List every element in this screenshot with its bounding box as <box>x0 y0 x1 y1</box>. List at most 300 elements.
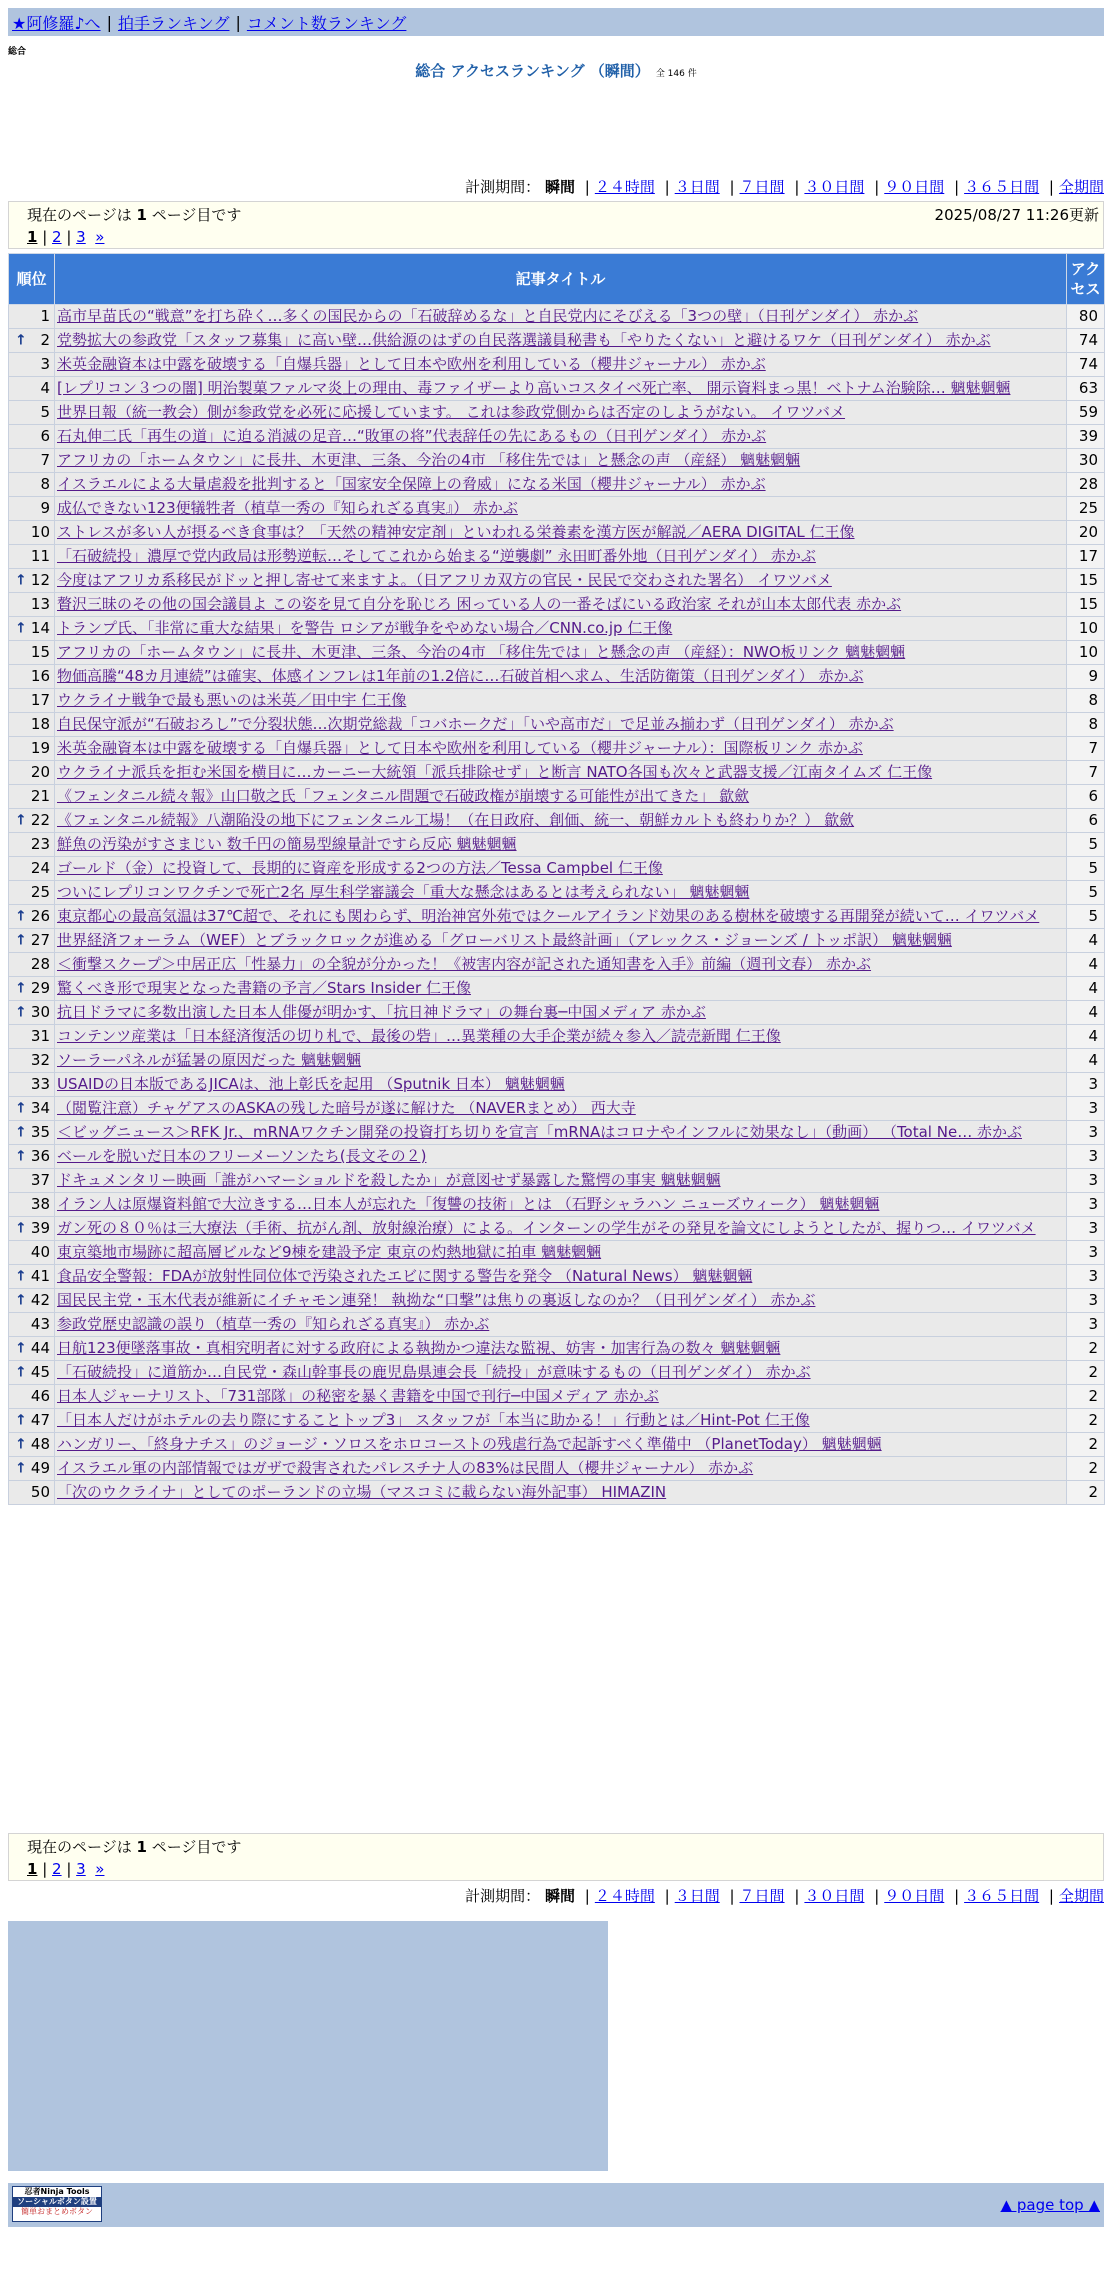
title-cell <box>55 1049 1067 1073</box>
rank-number: 47 <box>30 1411 50 1429</box>
title-cell <box>55 569 1067 593</box>
article-title-link[interactable]: ついにレプリコンワクチンで死亡2名 厚生科学審議会「重大な懸念はあるとは考えられない」 魑魅魍魎 <box>57 883 750 901</box>
page-status: 現在のページは 1 ページ目です <box>27 206 242 224</box>
rank-cell <box>9 929 55 953</box>
title-cell <box>55 809 1067 833</box>
period-90d[interactable]: ９０日間 <box>884 1887 945 1905</box>
rank-cell <box>9 737 55 761</box>
period-90d[interactable]: ９０日間 <box>884 178 945 196</box>
rank-up-arrow-icon: ↑ <box>15 1124 27 1140</box>
rank-cell <box>9 1217 55 1241</box>
table-row <box>9 905 1105 929</box>
title-cell <box>55 953 1067 977</box>
article-title-link[interactable]: 参政党歴史認識の誤り（植草一秀の『知られざる真実』） 赤かぶ <box>57 1315 490 1333</box>
article-title-link[interactable]: 日本人ジャーナリスト、「731部隊」の秘密を暴く書籍を中国で刊行─中国メディア 赤かぶ <box>57 1387 659 1405</box>
next-page-link[interactable]: » <box>95 228 105 246</box>
rank-up-arrow-icon: ↑ <box>15 572 27 588</box>
table-row <box>9 1313 1105 1337</box>
access-count: 5 <box>1067 857 1105 881</box>
nav-link-applause-ranking[interactable]: 拍手ランキング <box>117 13 230 33</box>
article-title-link[interactable]: 「石破続投」に道筋か…自民党・森山幹事長の鹿児島県連会長「続投」が意味するもの（日刊ゲンダイ） 赤かぶ <box>57 1363 811 1381</box>
title-cell <box>55 641 1067 665</box>
rank-up-arrow-icon: ↑ <box>15 1364 27 1380</box>
rank-cell <box>9 809 55 833</box>
page-top-link[interactable]: ▲ page top ▲ <box>1000 2196 1100 2214</box>
rank-up-arrow-icon: ↑ <box>15 812 27 828</box>
article-title-link[interactable]: 贅沢三昧のその他の国会議員よ この姿を見て自分を恥じろ 困っている人の一番そばにいる政治家 それが山本太郎代表 赤かぶ <box>57 595 902 613</box>
access-count: 7 <box>1067 737 1105 761</box>
table-row <box>9 881 1105 905</box>
rank-cell <box>9 473 55 497</box>
rank-number: 50 <box>30 1483 50 1501</box>
period-365d[interactable]: ３６５日間 <box>964 178 1040 196</box>
rank-up-arrow-icon: ↑ <box>15 1220 27 1236</box>
table-row <box>9 353 1105 377</box>
title-cell <box>55 1289 1067 1313</box>
access-count: 3 <box>1067 1313 1105 1337</box>
col-title-header: 記事タイトル <box>55 254 1067 305</box>
access-count: 39 <box>1067 425 1105 449</box>
article-title-link[interactable]: ガン死の８０％は三大療法（手術、抗がん剤、放射線治療）による。インターンの学生がその発見を論文にしようとしたが、握りつ… イワツバメ <box>57 1219 1036 1237</box>
table-row <box>9 641 1105 665</box>
title-cell <box>55 833 1067 857</box>
footer-bar <box>8 2183 1104 2227</box>
rank-cell <box>9 449 55 473</box>
table-row <box>9 329 1105 353</box>
title-cell <box>55 905 1067 929</box>
article-title-link[interactable]: 《フェンタニル続報》八潮陥没の地下にフェンタニル工場！（在日政府、創価、統一、朝鮮カルトも終わりか？） 歙歛 <box>57 811 855 829</box>
table-row <box>9 377 1105 401</box>
period-7d[interactable]: ７日間 <box>739 178 785 196</box>
rank-number: 34 <box>30 1099 50 1117</box>
rank-up-arrow-icon: ↑ <box>15 1412 27 1428</box>
rank-up-arrow-icon: ↑ <box>15 1268 27 1284</box>
table-row <box>9 1265 1105 1289</box>
title-cell <box>55 1409 1067 1433</box>
rank-cell <box>9 1385 55 1409</box>
access-count: 63 <box>1067 377 1105 401</box>
rank-number: 14 <box>30 619 50 637</box>
access-count: 8 <box>1067 689 1105 713</box>
access-count: 17 <box>1067 545 1105 569</box>
rank-cell <box>9 305 55 329</box>
rank-up-arrow-icon: ↑ <box>15 1436 27 1452</box>
page-link-2[interactable]: 2 <box>52 1860 62 1878</box>
title-cell <box>55 1313 1067 1337</box>
title-cell <box>55 1457 1067 1481</box>
article-title-link[interactable]: ハンガリー、「終身ナチス」のジョージ・ソロスをホロコーストの残虐行為で起訴すべく準備中 （PlanetToday） 魑魅魍魎 <box>57 1435 882 1453</box>
rank-number: 39 <box>30 1219 50 1237</box>
category-label: 総合 <box>8 47 27 57</box>
title-cell <box>55 1241 1067 1265</box>
pager-bottom <box>8 1833 1104 1881</box>
access-count: 30 <box>1067 449 1105 473</box>
table-row <box>9 569 1105 593</box>
article-title-link[interactable]: （閲覧注意）チャゲアスのASKAの残した暗号が遂に解けた （NAVERまとめ） 西大寺 <box>57 1099 636 1117</box>
title-cell <box>55 1145 1067 1169</box>
table-row <box>9 1025 1105 1049</box>
article-title-link[interactable]: 鮮魚の汚染がすさまじい 数千円の簡易型線量計ですら反応 魑魅魍魎 <box>57 835 517 853</box>
rank-up-arrow-icon: ↑ <box>15 1148 27 1164</box>
rank-number: 43 <box>30 1315 50 1333</box>
table-row <box>9 1001 1105 1025</box>
period-label: 計測期間： <box>465 178 541 196</box>
title-cell <box>55 497 1067 521</box>
period-30d[interactable]: ３０日間 <box>804 1887 865 1905</box>
rank-cell <box>9 1433 55 1457</box>
table-row <box>9 1193 1105 1217</box>
access-count: 5 <box>1067 833 1105 857</box>
period-30d[interactable]: ３０日間 <box>804 178 865 196</box>
article-title-link[interactable]: 世界経済フォーラム（WEF）とブラックロックが進める「グローバリスト最終計画」（アレックス・ジョーンズ / トッポ訳） 魑魅魍魎 <box>57 931 952 949</box>
nav-link-asyura[interactable]: ★阿修羅♪へ <box>12 13 101 33</box>
article-title-link[interactable]: 物価高騰“48カ月連続”は確実、体感インフレは1年前の1.2倍に…石破首相へ求ム、生活防衛策（日刊ゲンダイ） 赤かぶ <box>57 667 864 685</box>
title-cell <box>55 929 1067 953</box>
access-count: 2 <box>1067 1361 1105 1385</box>
access-count: 20 <box>1067 521 1105 545</box>
page-links: 1 | 2 | 3 » <box>27 1860 105 1878</box>
title-cell <box>55 857 1067 881</box>
access-count: 3 <box>1067 1169 1105 1193</box>
title-cell <box>55 329 1067 353</box>
article-title-link[interactable]: ドキュメンタリー映画「誰がハマーショルドを殺したか」が意図せず暴露した驚愕の事実 魑魅魍魎 <box>57 1171 721 1189</box>
title-cell <box>55 737 1067 761</box>
article-title-link[interactable]: 高市早苗氏の“戦意”を打ち砕く…多くの国民からの「石破辞めるな」と自民党内にそびえる「3つの壁」（日刊ゲンダイ） 赤かぶ <box>57 307 919 325</box>
rank-number: 21 <box>30 787 50 805</box>
col-access-header: アクセス <box>1067 254 1105 305</box>
access-count: 3 <box>1067 1217 1105 1241</box>
title-cell <box>55 1001 1067 1025</box>
period-365d[interactable]: ３６５日間 <box>964 1887 1040 1905</box>
title-cell <box>55 1361 1067 1385</box>
table-row <box>9 1073 1105 1097</box>
article-title-link[interactable]: 驚くべき形で現実となった書籍の予言／Stars Insider 仁王像 <box>57 979 471 997</box>
rank-number: 23 <box>30 835 50 853</box>
table-row <box>9 1097 1105 1121</box>
nav-separator: | <box>106 12 112 32</box>
title-cell <box>55 977 1067 1001</box>
rank-cell <box>9 497 55 521</box>
table-row <box>9 1169 1105 1193</box>
article-title-link[interactable]: ウクライナ派兵を拒む米国を横目に…カーニー大統領「派兵排除せず」と断言 NATO各国も次々と武器支援／江南タイムズ 仁王像 <box>57 763 933 781</box>
table-row <box>9 593 1105 617</box>
period-all[interactable]: 全期間 <box>1058 178 1104 196</box>
page-status: 現在のページは 1 ページ目です <box>27 1838 242 1856</box>
title-cell <box>55 449 1067 473</box>
rank-number: 4 <box>40 379 50 397</box>
table-row <box>9 1409 1105 1433</box>
article-title-link[interactable]: 成仏できない123便犠牲者（植草一秀の『知られざる真実』） 赤かぶ <box>57 499 518 517</box>
article-title-link[interactable]: イラン人は原爆資料館で大泣きする…日本人が忘れた「復讐の技術」とは （石野シャラハン ニューズウィーク） 魑魅魍魎 <box>57 1195 880 1213</box>
article-title-link[interactable]: ソーラーパネルが猛暑の原因だった 魑魅魍魎 <box>57 1051 362 1069</box>
table-row <box>9 1457 1105 1481</box>
rank-up-arrow-icon: ↑ <box>15 332 27 348</box>
access-count: 6 <box>1067 809 1105 833</box>
rank-cell <box>9 1169 55 1193</box>
article-title-link[interactable]: 石丸伸二氏「再生の道」に迫る消滅の足音…“敗軍の将”代表辞任の先にあるもの（日刊ゲンダイ） 赤かぶ <box>57 427 767 445</box>
article-title-link[interactable]: トランプ氏、「非常に重大な結果」を警告 ロシアが戦争をやめない場合／CNN.co.jp 仁王像 <box>57 619 673 637</box>
rank-cell <box>9 593 55 617</box>
rank-cell <box>9 377 55 401</box>
rank-cell <box>9 713 55 737</box>
title-cell <box>55 593 1067 617</box>
access-count: 25 <box>1067 497 1105 521</box>
rank-cell <box>9 1145 55 1169</box>
top-nav <box>8 8 1104 36</box>
col-rank-header: 順位 <box>9 254 55 305</box>
article-title-link[interactable]: 世界日報（統一教会）側が参政党を必死に応援しています。 これは参政党側からは否定のしようがない。 イワツバメ <box>57 403 846 421</box>
article-title-link[interactable]: USAIDの日本版であるJICAは、池上彰氏を起用 （Sputnik 日本） 魑魅魍魎 <box>57 1075 565 1093</box>
access-count: 3 <box>1067 1145 1105 1169</box>
ranking-table <box>8 253 1105 1505</box>
article-title-link[interactable]: 「石破続投」濃厚で党内政局は形勢逆転…そしてこれから始まる“逆襲劇” 永田町番外地（日刊ゲンダイ） 赤かぶ <box>57 547 816 565</box>
article-title-link[interactable]: 抗日ドラマに多数出演した日本人俳優が明かす、「抗日神ドラマ」の舞台裏─中国メディア 赤かぶ <box>57 1003 706 1021</box>
title-cell <box>55 1265 1067 1289</box>
page-link-3[interactable]: 3 <box>76 228 86 246</box>
title-cell <box>55 881 1067 905</box>
access-count: 4 <box>1067 929 1105 953</box>
period-24h[interactable]: ２４時間 <box>594 1887 655 1905</box>
title-cell <box>55 665 1067 689</box>
table-row <box>9 497 1105 521</box>
rank-number: 13 <box>30 595 50 613</box>
next-page-link[interactable]: » <box>95 1860 105 1878</box>
rank-number: 40 <box>30 1243 50 1261</box>
rank-cell <box>9 1001 55 1025</box>
rank-number: 10 <box>30 523 50 541</box>
item-count: 全 146 件 <box>655 69 697 79</box>
rank-number: 7 <box>40 451 50 469</box>
rank-cell <box>9 785 55 809</box>
title-cell <box>55 1337 1067 1361</box>
rank-number: 29 <box>30 979 50 997</box>
rank-number: 49 <box>30 1459 50 1477</box>
rank-up-arrow-icon: ↑ <box>15 1100 27 1116</box>
title-cell <box>55 1385 1067 1409</box>
table-row <box>9 1433 1105 1457</box>
rank-cell <box>9 617 55 641</box>
rank-number: 11 <box>30 547 50 565</box>
title-cell <box>55 305 1067 329</box>
rank-number: 31 <box>30 1027 50 1045</box>
rank-cell <box>9 977 55 1001</box>
page-link-2[interactable]: 2 <box>52 228 62 246</box>
rank-up-arrow-icon: ↑ <box>15 932 27 948</box>
access-count: 2 <box>1067 1433 1105 1457</box>
table-row <box>9 1145 1105 1169</box>
rank-cell <box>9 689 55 713</box>
title-cell <box>55 521 1067 545</box>
rank-number: 9 <box>40 499 50 517</box>
article-title-link[interactable]: イスラエルによる大量虐殺を批判すると「国家安全保障上の脅威」になる米国（櫻井ジャーナル） 赤かぶ <box>57 475 766 493</box>
access-count: 10 <box>1067 617 1105 641</box>
article-title-link[interactable]: アフリカの「ホームタウン」に長井、木更津、三条、今治の4市 「移住先では」と懸念の声 （産経）：NWO板リンク 魑魅魍魎 <box>57 643 906 661</box>
table-row <box>9 1217 1105 1241</box>
rank-up-arrow-icon: ↑ <box>15 908 27 924</box>
access-count: 4 <box>1067 977 1105 1001</box>
article-title-link[interactable]: 「日本人だけがホテルの去り際にすることトップ3」 スタッフが「本当に助かる！」行動とは／Hint-Pot 仁王像 <box>57 1411 810 1429</box>
ninja-social-button-logo[interactable]: 忍者Ninja Tools ソーシャルボタン設置 簡単おまとめボタン <box>12 2186 102 2222</box>
nav-separator: | <box>235 12 241 32</box>
rank-cell <box>9 1265 55 1289</box>
period-7d[interactable]: ７日間 <box>739 1887 785 1905</box>
article-title-link[interactable]: ＜衝撃スクープ＞中居正広「性暴力」の全貌が分かった！《被害内容が記された通知書を入手》前編（週刊文春） 赤かぶ <box>57 955 872 973</box>
period-3d[interactable]: ３日間 <box>674 1887 720 1905</box>
article-title-link[interactable]: ゴールド（金）に投資して、長期的に資産を形成する2つの方法／Tessa Campbel 仁王像 <box>57 859 663 877</box>
rank-cell <box>9 761 55 785</box>
rank-number: 48 <box>30 1435 50 1453</box>
title-cell <box>55 1169 1067 1193</box>
article-title-link[interactable]: ＜ビッグニュース＞RFK Jr.、mRNAワクチン開発の投資打ち切りを宣言「mRNAはコロナやインフルに効果なし」（動画） （Total Ne… 赤かぶ <box>57 1123 1022 1141</box>
rank-cell <box>9 1193 55 1217</box>
table-row <box>9 713 1105 737</box>
article-title-link[interactable]: アフリカの「ホームタウン」に長井、木更津、三条、今治の4市 「移住先では」と懸念の声 （産経） 魑魅魍魎 <box>57 451 801 469</box>
table-row <box>9 1337 1105 1361</box>
period-all[interactable]: 全期間 <box>1058 1887 1104 1905</box>
rank-number: 36 <box>30 1147 50 1165</box>
rank-number: 27 <box>30 931 50 949</box>
access-count: 10 <box>1067 641 1105 665</box>
title-cell <box>55 1025 1067 1049</box>
access-count: 7 <box>1067 761 1105 785</box>
rank-cell <box>9 833 55 857</box>
table-row <box>9 1121 1105 1145</box>
period-current: 瞬間 <box>544 178 575 196</box>
access-count: 15 <box>1067 569 1105 593</box>
rank-cell <box>9 905 55 929</box>
table-row <box>9 833 1105 857</box>
access-count: 4 <box>1067 1025 1105 1049</box>
article-title-link[interactable]: ウクライナ戦争で最も悪いのは米英／田中宇 仁王像 <box>57 691 407 709</box>
table-row <box>9 1385 1105 1409</box>
article-title-link[interactable]: [レプリコン３つの闇] 明治製菓ファルマ炎上の理由、毒ファイザーより高いコスタイベ死亡率、 開示資料まっ黒！ベトナム治験除… 魑魅魍魎 <box>57 379 1011 397</box>
table-row <box>9 689 1105 713</box>
access-count: 2 <box>1067 1409 1105 1433</box>
article-title-link[interactable]: ストレスが多い人が摂るべき食事は？「天然の精神安定剤」といわれる栄養素を漢方医が解説／AERA DIGITAL 仁王像 <box>57 523 855 541</box>
rank-number: 25 <box>30 883 50 901</box>
access-count: 3 <box>1067 1193 1105 1217</box>
title-cell <box>55 713 1067 737</box>
article-title-link[interactable]: 米英金融資本は中露を破壊する「自爆兵器」として日本や欧州を利用している（櫻井ジャーナル） 赤かぶ <box>57 355 766 373</box>
table-row <box>9 305 1105 329</box>
rank-number: 24 <box>30 859 50 877</box>
rank-up-arrow-icon: ↑ <box>15 620 27 636</box>
rank-cell <box>9 521 55 545</box>
period-current: 瞬間 <box>544 1887 575 1905</box>
rank-cell <box>9 881 55 905</box>
access-count: 5 <box>1067 905 1105 929</box>
title-cell <box>55 1097 1067 1121</box>
article-title-link[interactable]: 《フェンタニル続々報》山口敬之氏「フェンタニル問題で石破政権が崩壊する可能性が出てきた」 歙歛 <box>57 787 750 805</box>
access-count: 80 <box>1067 305 1105 329</box>
access-count: 15 <box>1067 593 1105 617</box>
title-cell <box>55 1433 1067 1457</box>
access-count: 2 <box>1067 1457 1105 1481</box>
access-count: 6 <box>1067 785 1105 809</box>
article-title-link[interactable]: 食品安全警報：FDAが放射性同位体で汚染されたエビに関する警告を発令 （Natural News） 魑魅魍魎 <box>57 1267 753 1285</box>
period-label: 計測期間： <box>465 1887 541 1905</box>
title-cell <box>55 785 1067 809</box>
article-title-link[interactable]: ベールを脱いだ日本のフリーメーソンたち(長文その２) <box>57 1147 427 1165</box>
article-title-link[interactable]: イスラエル軍の内部情報ではガザで殺害されたパレスチナ人の83%は民間人（櫻井ジャーナル） 赤かぶ <box>57 1459 754 1477</box>
article-title-link[interactable]: 東京都心の最高気温は37℃超で、それにも関わらず、明治神宮外苑ではクールアイランド効果のある樹林を破壊する再開発が続いて… イワツバメ <box>57 907 1040 925</box>
access-count: 59 <box>1067 401 1105 425</box>
title-cell <box>55 761 1067 785</box>
access-count: 3 <box>1067 1265 1105 1289</box>
rank-cell <box>9 1049 55 1073</box>
rank-cell <box>9 1241 55 1265</box>
period-3d[interactable]: ３日間 <box>674 178 720 196</box>
article-title-link[interactable]: 今度はアフリカ系移民がドッと押し寄せて来ますよ。（日アフリカ双方の官民・民民で交わされた署名） イワツバメ <box>57 571 832 589</box>
rank-number: 38 <box>30 1195 50 1213</box>
rank-cell <box>9 1481 55 1505</box>
rank-number: 18 <box>30 715 50 733</box>
rank-number: 33 <box>30 1075 50 1093</box>
access-count: 3 <box>1067 1289 1105 1313</box>
article-title-link[interactable]: 米英金融資本は中露を破壊する「自爆兵器」として日本や欧州を利用している（櫻井ジャーナル）：国際板リンク 赤かぶ <box>57 739 863 757</box>
nav-link-comment-ranking[interactable]: コメント数ランキング <box>246 13 407 33</box>
updated-time: 2025/08/27 11:26更新 <box>934 206 1099 224</box>
title-cell <box>55 353 1067 377</box>
rank-number: 46 <box>30 1387 50 1405</box>
page-1-current: 1 <box>27 228 38 246</box>
rank-cell <box>9 665 55 689</box>
article-title-link[interactable]: コンテンツ産業は「日本経済復活の切り札で、最後の砦」…異業種の大手企業が続々参入／読売新聞 仁王像 <box>57 1027 781 1045</box>
title-cell <box>55 1073 1067 1097</box>
article-title-link[interactable]: 日航123便墜落事故・真相究明者に対する政府による執拗かつ違法な監視、妨害・加害行為の数々 魑魅魍魎 <box>57 1339 781 1357</box>
rank-up-arrow-icon: ↑ <box>15 980 27 996</box>
pager-top <box>8 201 1104 249</box>
access-count: 74 <box>1067 353 1105 377</box>
rank-number: 6 <box>40 427 50 445</box>
article-title-link[interactable]: 国民民主党・玉木代表が維新にイチャモン連発！ 執拗な“口撃”は焦りの裏返しなのか？（日刊ゲンダイ） 赤かぶ <box>57 1291 816 1309</box>
rank-cell <box>9 425 55 449</box>
table-header-row <box>9 254 1105 305</box>
rank-cell <box>9 1289 55 1313</box>
rank-cell <box>9 1121 55 1145</box>
rank-number: 45 <box>30 1363 50 1381</box>
rank-cell <box>9 1313 55 1337</box>
rank-number: 42 <box>30 1291 50 1309</box>
article-title-link[interactable]: 東京築地市場跡に超高層ビルなど9棟を建設予定 東京の灼熱地獄に拍車 魑魅魍魎 <box>57 1243 602 1261</box>
access-count: 4 <box>1067 1049 1105 1073</box>
page-1-current: 1 <box>27 1860 38 1878</box>
ranking-table-body <box>9 305 1105 1505</box>
table-row <box>9 1049 1105 1073</box>
title-cell <box>55 473 1067 497</box>
rank-up-arrow-icon: ↑ <box>15 1292 27 1308</box>
table-row <box>9 401 1105 425</box>
access-count: 4 <box>1067 1001 1105 1025</box>
rank-number: 44 <box>30 1339 50 1357</box>
article-title-link[interactable]: 「次のウクライナ」としてのポーランドの立場（マスコミに載らない海外記事） HIMAZIN <box>57 1483 667 1501</box>
rank-up-arrow-icon: ↑ <box>15 1004 27 1020</box>
access-count: 2 <box>1067 1385 1105 1409</box>
rank-number: 1 <box>40 307 50 325</box>
period-24h[interactable]: ２４時間 <box>594 178 655 196</box>
ranking-title: 総合 アクセスランキング （瞬間） <box>415 62 650 80</box>
rank-number: 35 <box>30 1123 50 1141</box>
rank-number: 20 <box>30 763 50 781</box>
rank-cell <box>9 401 55 425</box>
page-link-3[interactable]: 3 <box>76 1860 86 1878</box>
rank-number: 28 <box>30 955 50 973</box>
rank-cell <box>9 329 55 353</box>
rank-number: 15 <box>30 643 50 661</box>
article-title-link[interactable]: 党勢拡大の参政党「スタッフ募集」に高い壁…供給源のはずの自民落選議員秘書も「やりたくない」と避けるワケ（日刊ゲンダイ） 赤かぶ <box>57 331 991 349</box>
article-title-link[interactable]: 自民保守派が“石破おろし”で分裂状態…次期党総裁「コバホークだ」「いや高市だ」で足並み揃わず（日刊ゲンダイ） 赤かぶ <box>57 715 894 733</box>
title-cell <box>55 425 1067 449</box>
